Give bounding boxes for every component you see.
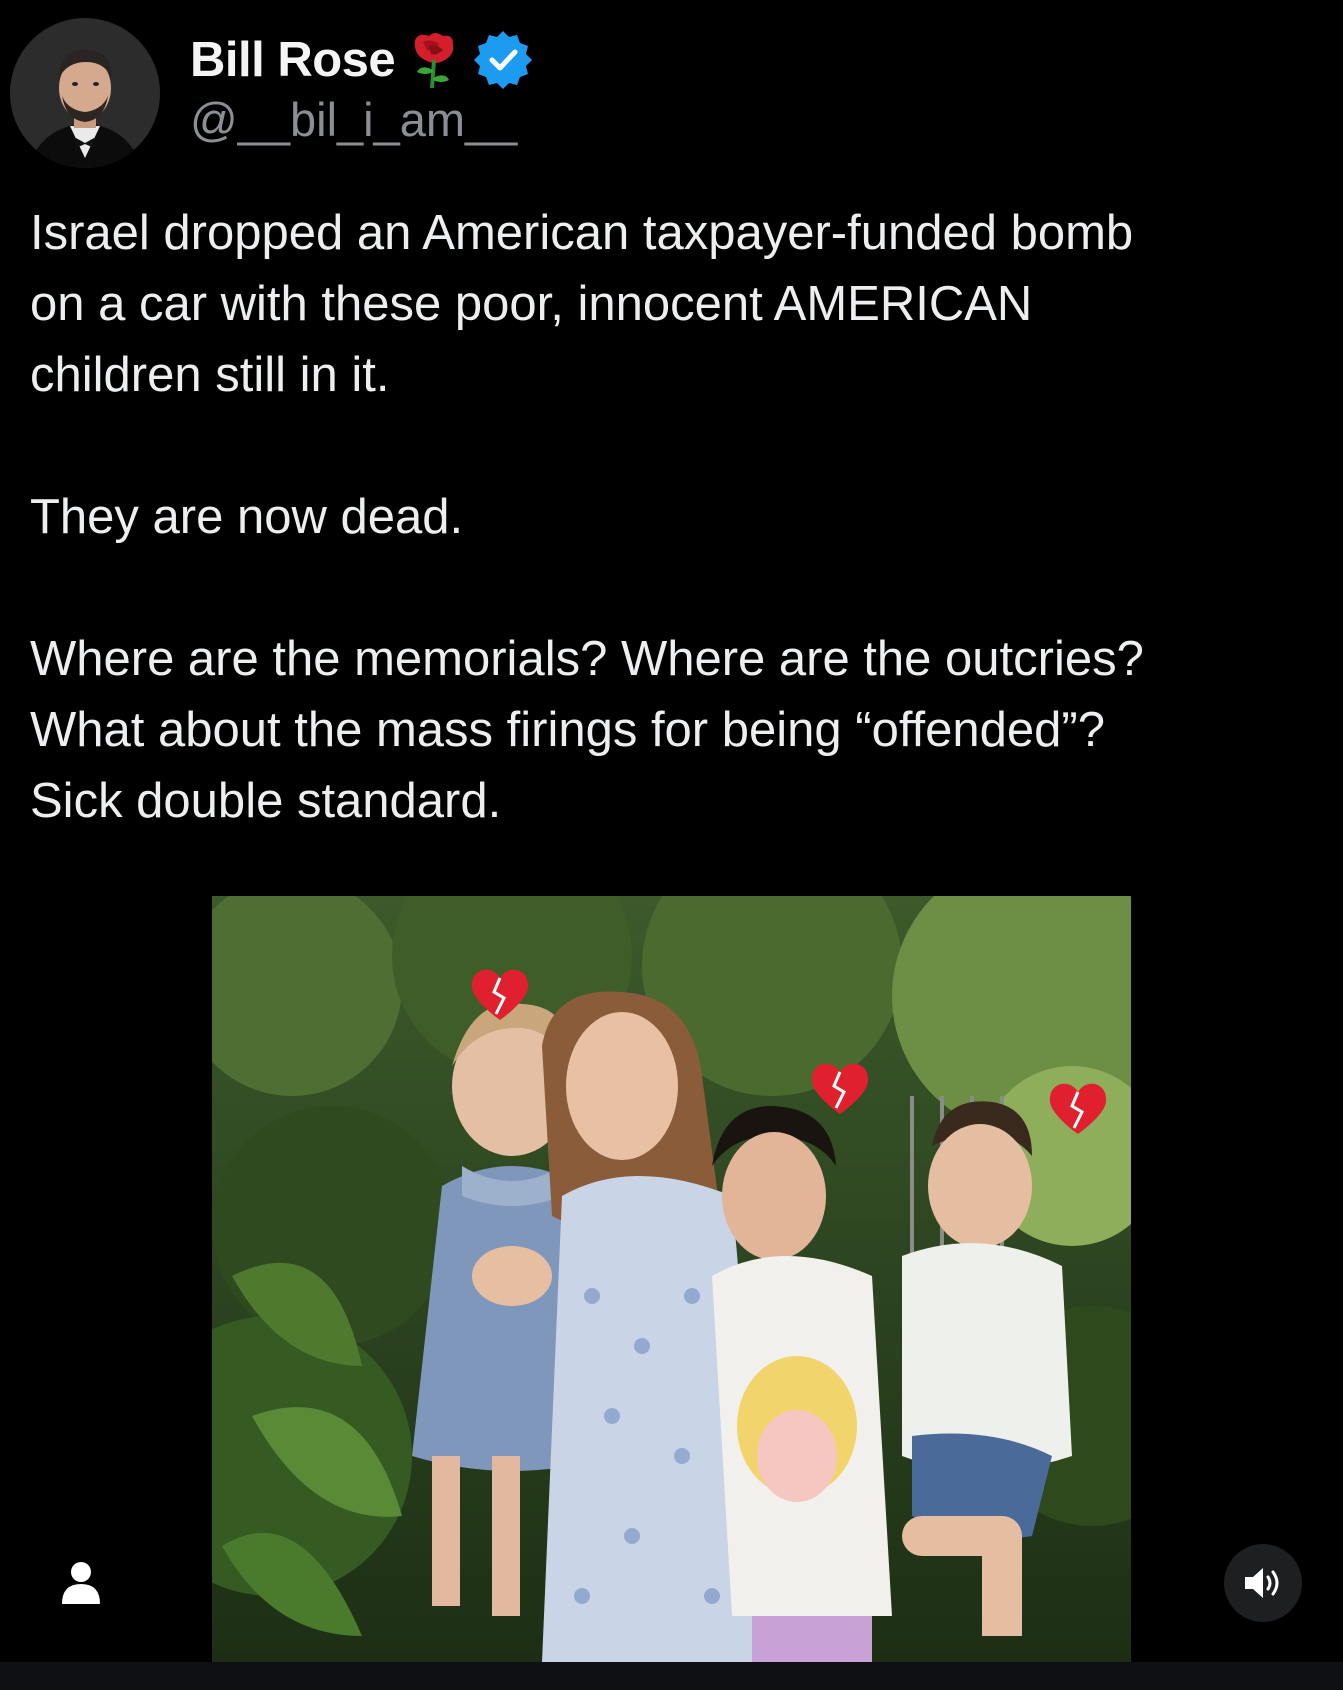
avatar[interactable] bbox=[10, 18, 160, 168]
post-text-line: They are now dead. bbox=[30, 490, 464, 544]
verified-badge-icon bbox=[473, 30, 533, 90]
post-text-line: Sick double standard. bbox=[30, 774, 502, 828]
post-paragraph-1 bbox=[30, 198, 1320, 411]
rose-icon bbox=[407, 30, 461, 90]
person-icon bbox=[60, 1560, 102, 1606]
author-display-name[interactable]: Bill Rose bbox=[190, 33, 396, 87]
post-text-line: children still in it. bbox=[30, 348, 390, 402]
post-paragraph-3 bbox=[30, 624, 1320, 837]
post-text bbox=[30, 198, 1320, 837]
post-text-line: Where are the memorials? Where are the outcries? bbox=[30, 632, 1144, 686]
author-name-row bbox=[190, 30, 533, 90]
post-paragraph-2 bbox=[30, 482, 1320, 553]
photo-children-in-garden bbox=[212, 896, 1131, 1662]
avatar-photo bbox=[10, 18, 160, 168]
post-text-line: Israel dropped an American taxpayer-funded bomb bbox=[30, 206, 1134, 260]
post-text-line: on a car with these poor, innocent AMERICAN bbox=[30, 277, 1033, 331]
post-media-photo[interactable] bbox=[212, 896, 1131, 1662]
bottom-bar bbox=[0, 1662, 1343, 1690]
speaker-icon bbox=[1243, 1565, 1283, 1601]
audio-toggle-button[interactable] bbox=[1224, 1544, 1302, 1622]
post-text-line: What about the mass firings for being “offended”? bbox=[30, 703, 1105, 757]
author-handle[interactable]: @__bil_i_am__ bbox=[190, 93, 518, 146]
tagged-users-button[interactable] bbox=[60, 1560, 102, 1606]
